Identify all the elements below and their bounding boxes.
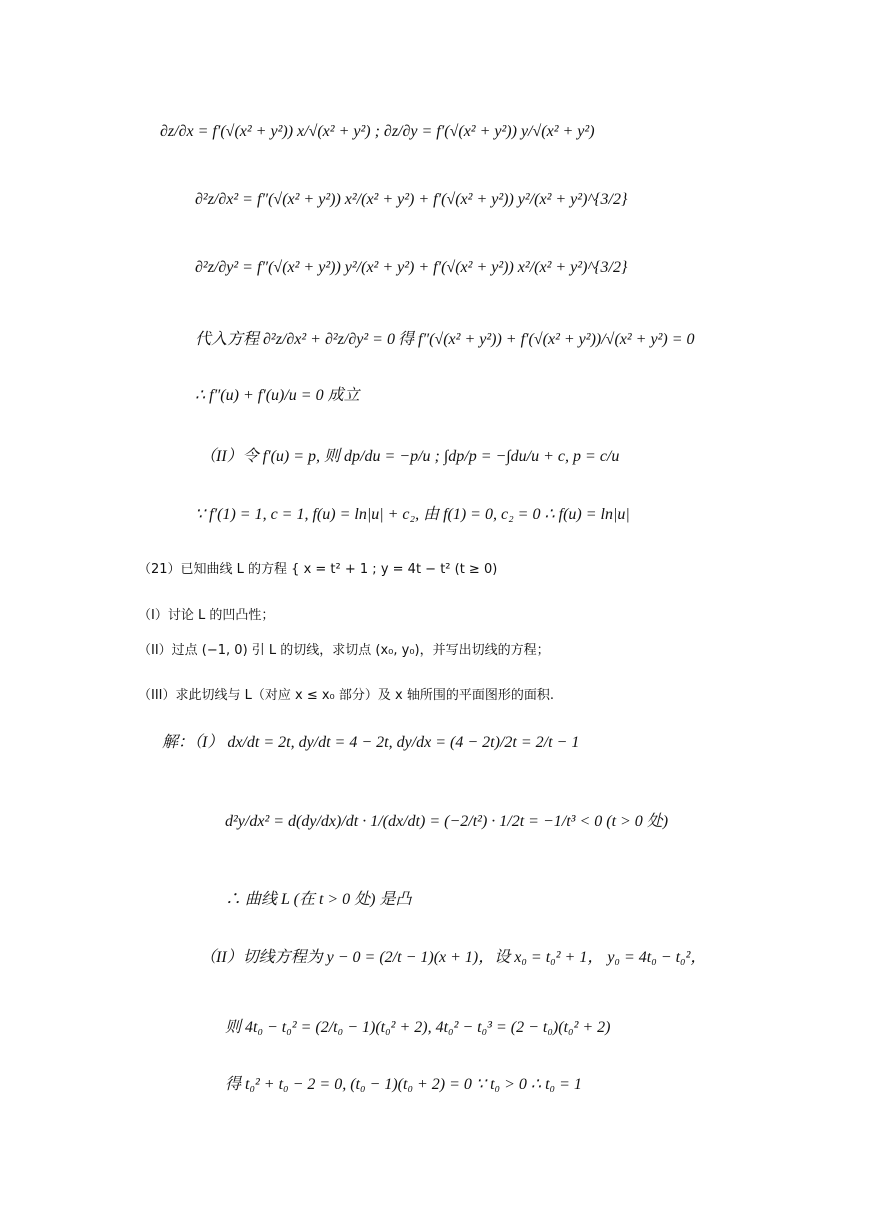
substitute-result: 得 f″(√(x² + y²)) + f′(√(x² + y²))/√(x² + y²) = 0 [398,331,695,348]
problem-21-stem: （21）已知曲线 L 的方程 { x = t² + 1 ; y = 4t − t² (t ≥ 0) [138,562,498,577]
part2-substitution: （II）令 f′(u) = p, 则 dp/du = −p/u ; ∫dp/p = −∫du/u + c, p = c/u [200,448,620,465]
second-derivative-y: ∂²z/∂y² = f″(√(x² + y²)) y²/(x² + y²) + f′(√(x² + y²)) x²/(x² + y²)^{3/2} [195,259,628,276]
solution-tangent-equation: （II）切线方程为 y − 0 = (2/t − 1)(x + 1)，设 x₀ = t₀² + 1， y₀ = 4t₀ − t₀²， [200,949,707,966]
part2-result: ∵ f′(1) = 1, c = 1, f(u) = ln|u| + c₂, 由 f(1) = 0, c₂ = 0 ∴ f(u) = ln|u| [195,506,630,523]
problem-21-q3: （III）求此切线与 L（对应 x ≤ x₀ 部分）及 x 轴所围的平面图形的面积. [138,688,554,703]
solution-second-derivative: d²y/dx² = d(dy/dx)/dt · 1/(dx/dt) = (−2/t²) · 1/2t = −1/t³ < 0 (t > 0 处) [225,813,669,830]
solution-substitution: 则 4t₀ − t₀² = (2/t₀ − 1)(t₀² + 2), 4t₀² − t₀³ = (2 − t₀)(t₀² + 2) [225,1019,611,1036]
solution-roots: 得 t₀² + t₀ − 2 = 0, (t₀ − 1)(t₀ + 2) = 0 ∵ t₀ > 0 ∴ t₀ = 1 [225,1076,582,1093]
second-derivative-x: ∂²z/∂x² = f″(√(x² + y²)) x²/(x² + y²) + f′(√(x² + y²)) y²/(x² + y²)^{3/2} [195,191,628,208]
derivative-first-order: ∂z/∂x = f′(√(x² + y²)) x/√(x² + y²) ; ∂z/∂y = f′(√(x² + y²)) y/√(x² + y²) [160,123,595,140]
problem-21-q1: （I）讨论 L 的凹凸性； [138,608,275,623]
solution-derivatives: 解：（I） dx/dt = 2t, dy/dt = 4 − 2t, dy/dx = (4 − 2t)/2t = 2/t − 1 [162,734,580,751]
problem-21-q2: （II）过点 (−1, 0) 引 L 的切线，求切点 (x₀, y₀)，并写出切线的方程； [138,643,550,658]
substitute-equation: 代入方程 ∂²z/∂x² + ∂²z/∂y² = 0 [195,331,395,348]
conclusion-part1: ∴ f″(u) + f′(u)/u = 0 成立 [195,387,360,404]
solution-concavity: ∴ 曲线 L (在 t > 0 处) 是凸 [225,891,412,908]
